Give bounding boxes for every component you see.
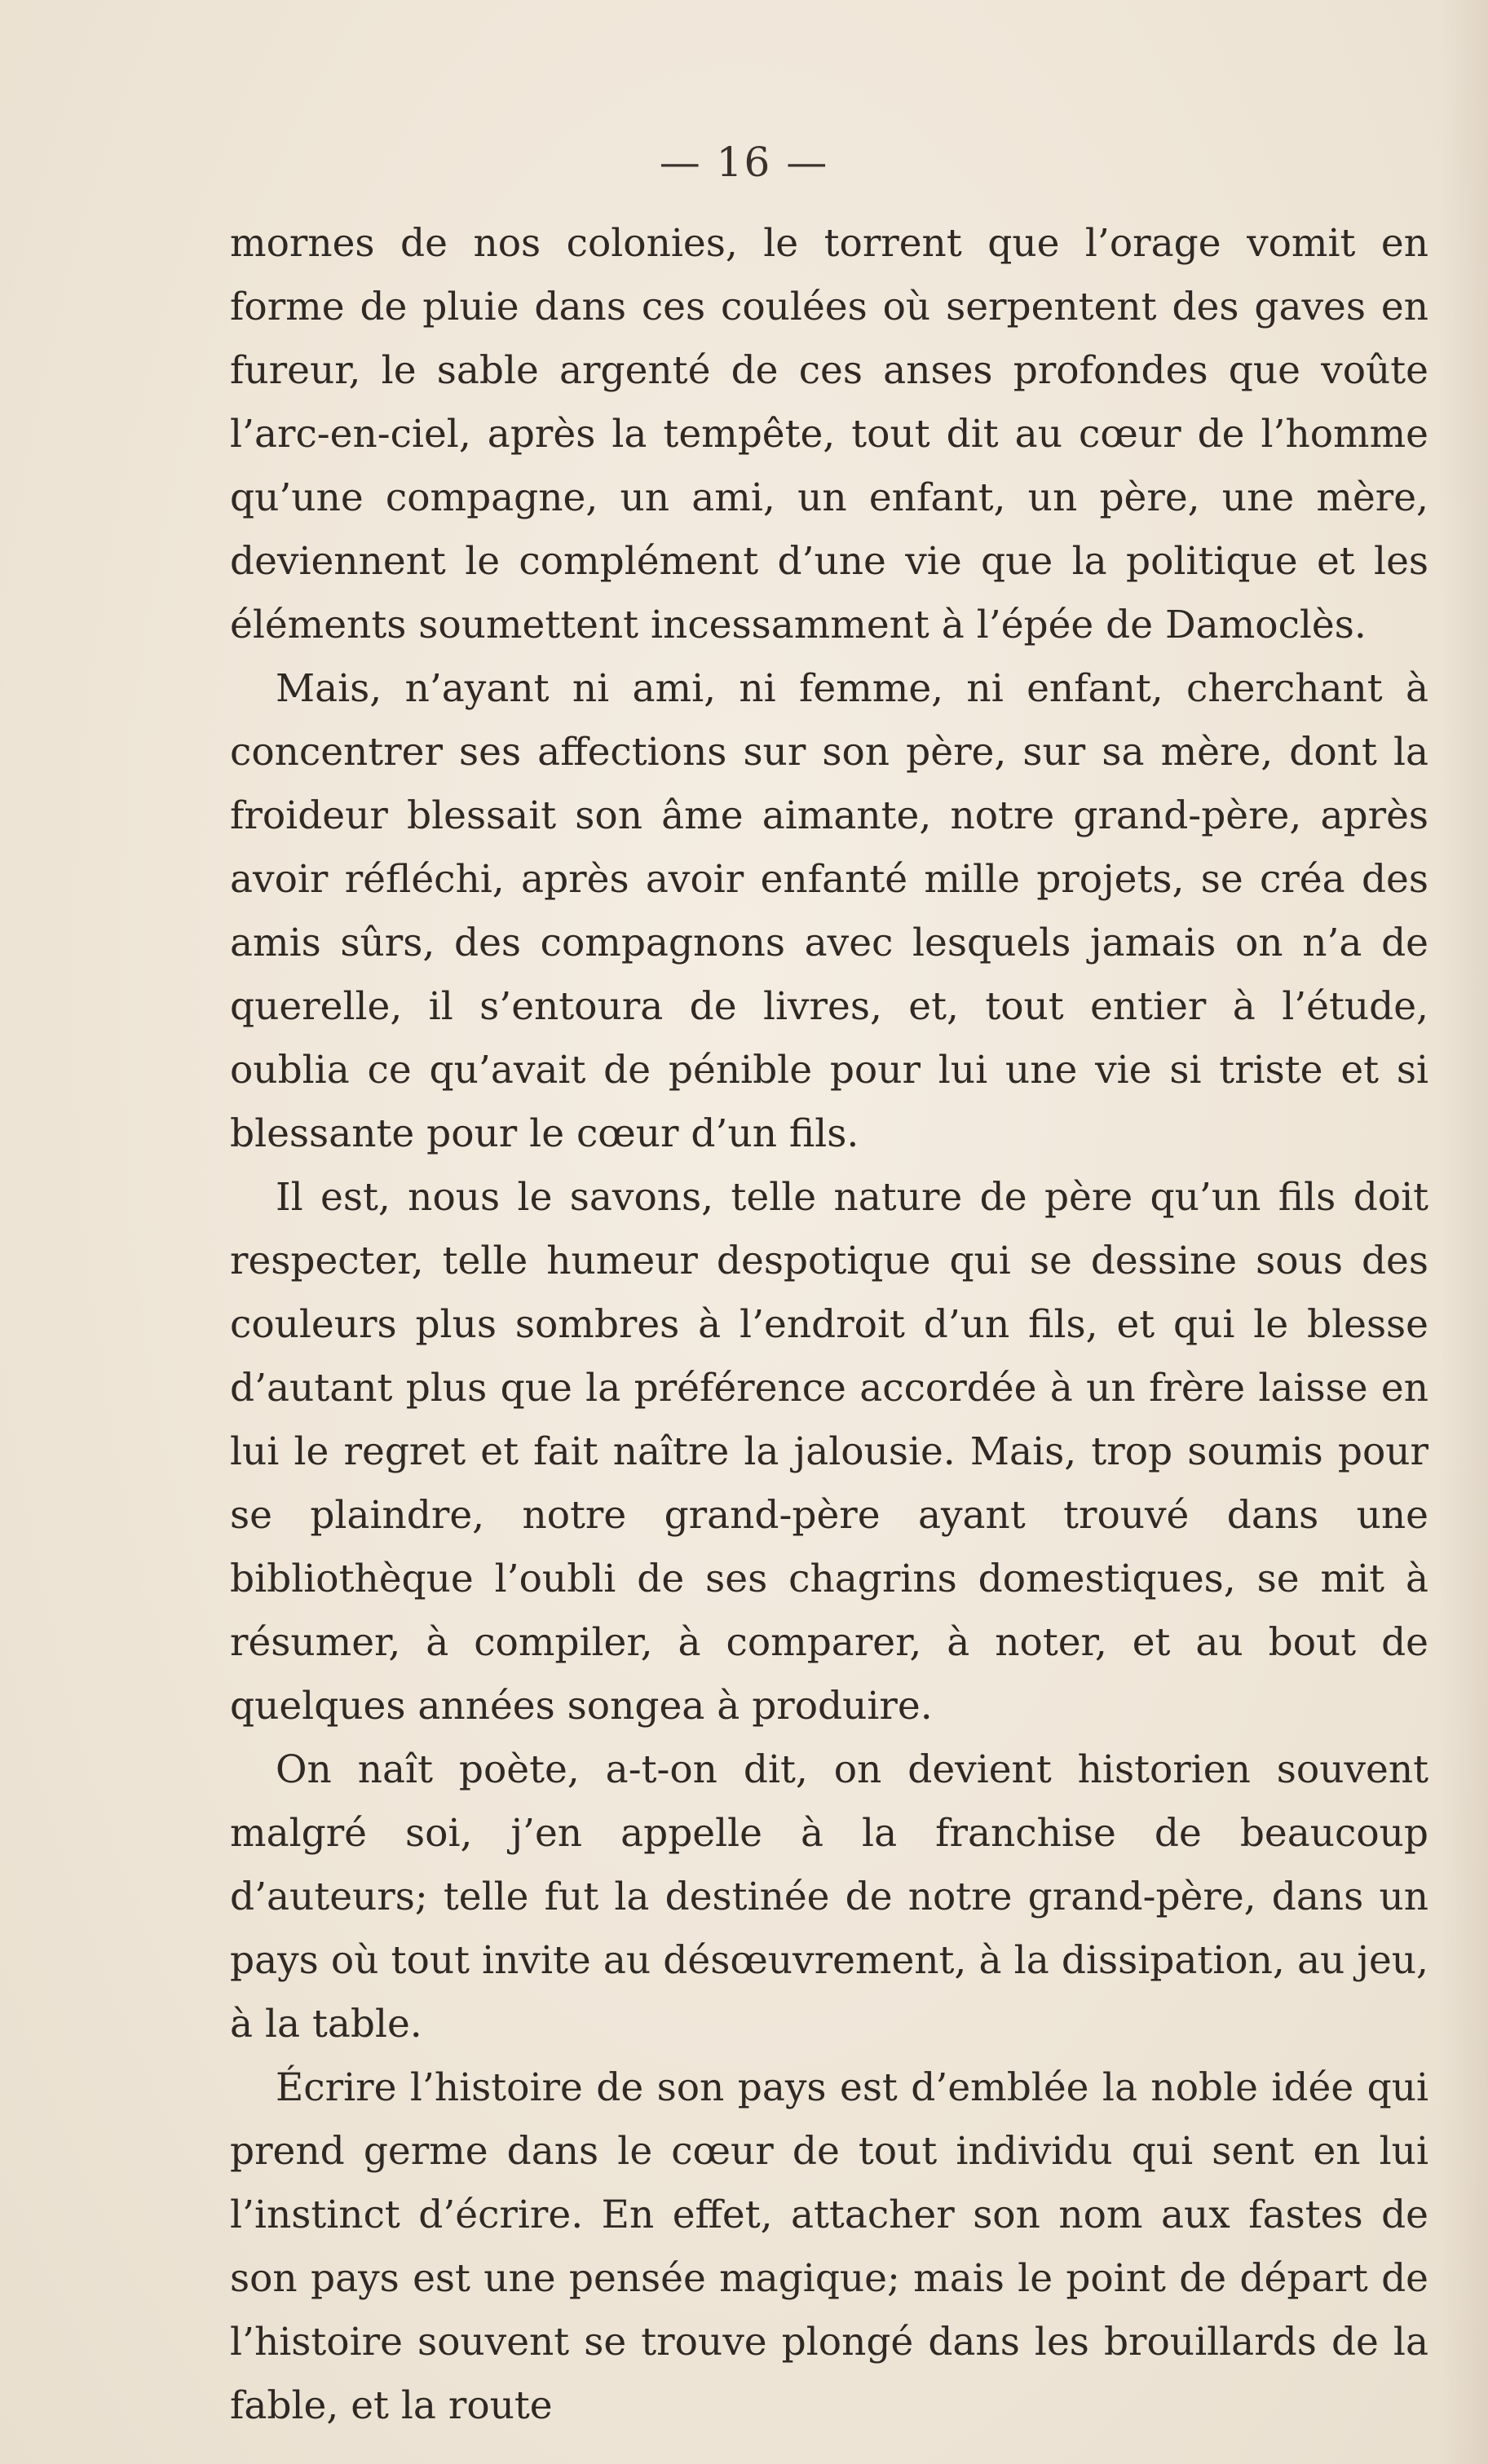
paragraph-3: Il est, nous le savons, telle nature de père qu’un fils doit respecter, telle humeur despotique qui se dessine sous des couleurs plus sombres à l’endroit d’un fils, et qui le blesse d’autant plus que la préférence accordée à un frère laisse en lui le regret et fait naître la jalousie. Mais, trop soumis pour se plaindre, notre grand-père ayant trouvé dans une bibliothèque l’oubli de ses chagrins domestiques, se mit à résumer, à compiler, à comparer, à noter, et au bout de quelques années songea à produire. [230, 1175, 1428, 1729]
page-edge-shadow [1439, 0, 1488, 2464]
body-text [230, 212, 1428, 2438]
paragraph-5: Écrire l’histoire de son pays est d’emblée la noble idée qui prend germe dans le cœur de tout individu qui sent en lui l’instinct d’écrire. En effet, attacher son nom aux fastes de son pays est une pensée magique; mais le point de départ de l’histoire souvent se trouve plongé dans les brouillards de la fable, et la route [230, 2065, 1428, 2428]
paragraph-4: On naît poète, a-t-on dit, on devient historien souvent malgré soi, j’en appelle à la franchise de beaucoup d’auteurs; telle fut la destinée de notre grand-père, dans un pays où tout invite au désœuvrement, à la dissipation, au jeu, à la table. [230, 1747, 1428, 2047]
paragraph-1: mornes de nos colonies, le torrent que l’orage vomit en forme de pluie dans ces coulées où serpentent des gaves en fureur, le sable argenté de ces anses profondes que voûte l’arc-en-ciel, après la tempête, tout dit au cœur de l’homme qu’une compagne, un ami, un enfant, un père, une mère, deviennent le complément d’une vie que la politique et les éléments soumettent incessamment à l’épée de Damoclès. [230, 221, 1428, 647]
page-number-header: — 16 — [659, 139, 829, 186]
paragraph-2: Mais, n’ayant ni ami, ni femme, ni enfant, cherchant à concentrer ses affections sur son père, sur sa mère, dont la froideur blessait son âme aimante, notre grand-père, après avoir réfléchi, après avoir enfanté mille projets, se créa des amis sûrs, des compagnons avec lesquels jamais on n’a de querelle, il s’entoura de livres, et, tout entier à l’étude, oublia ce qu’avait de pénible pour lui une vie si triste et si blessante pour le cœur d’un fils. [230, 666, 1428, 1156]
